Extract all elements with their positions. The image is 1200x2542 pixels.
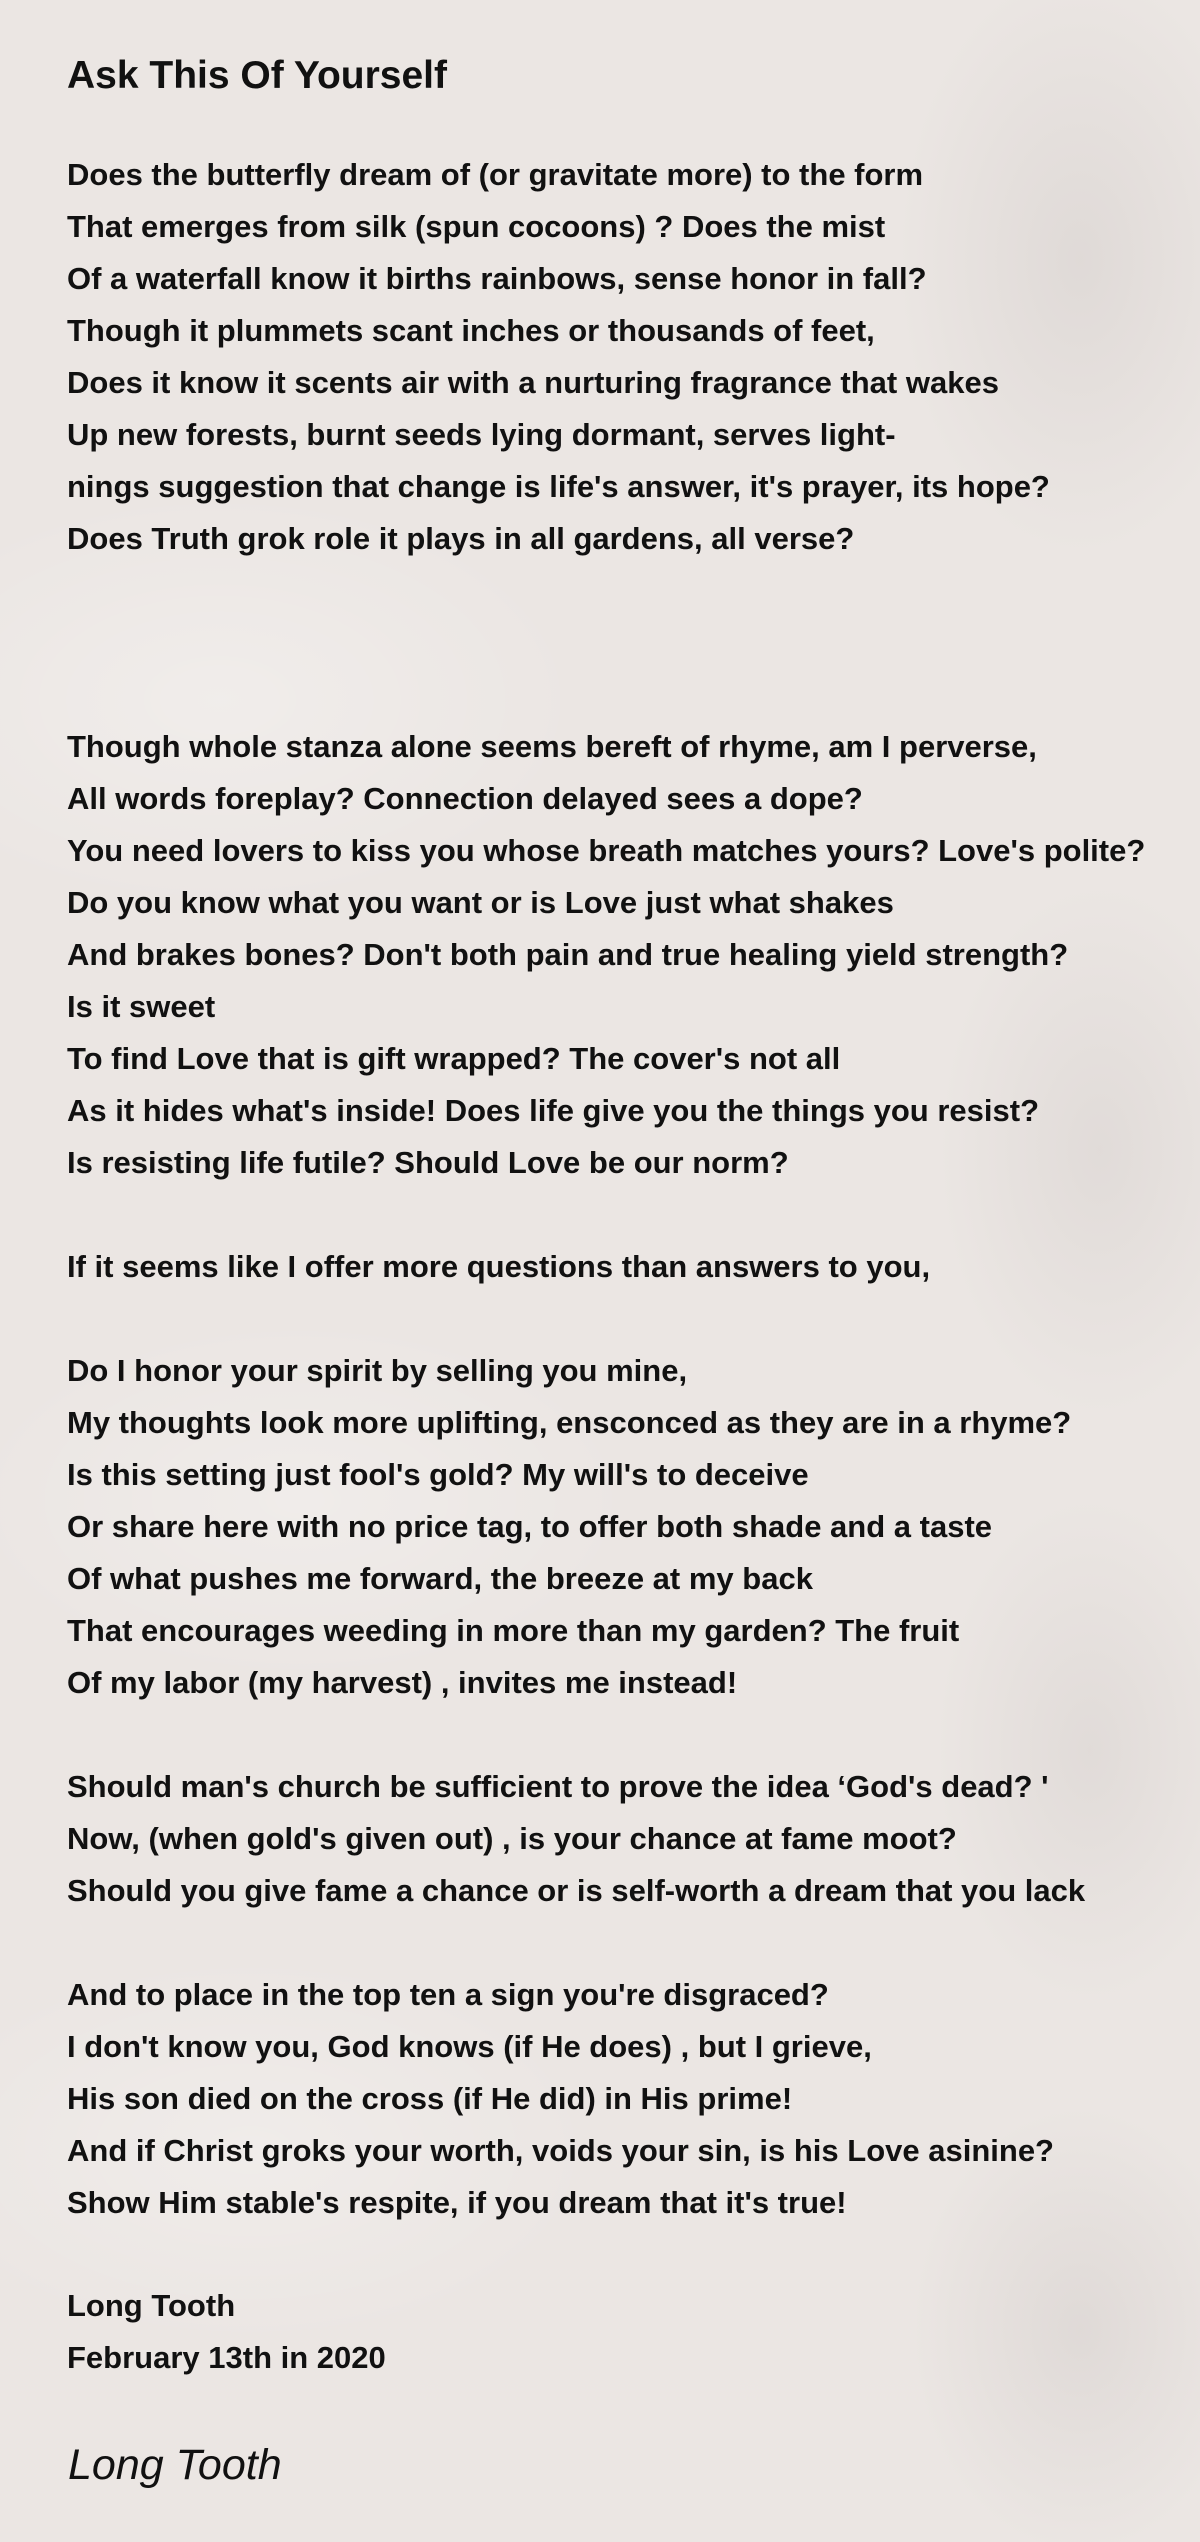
- poem-line: And if Christ groks your worth, voids your sin, is his Love asinine?: [67, 2133, 1054, 2168]
- poem-title: Ask This Of Yourself: [67, 54, 447, 97]
- poem-line: My thoughts look more uplifting, ensconced as they are in a rhyme?: [67, 1405, 1072, 1440]
- poem-line: Though whole stanza alone seems bereft of rhyme, am I perverse,: [67, 729, 1037, 764]
- poem-line: Do I honor your spirit by selling you mine,: [67, 1353, 688, 1388]
- empty-stanza: [67, 617, 1192, 669]
- stanza-gap: [67, 1917, 1192, 1969]
- poem-line: Do you know what you want or is Love just what shakes: [67, 885, 894, 920]
- poem-line: Or share here with no price tag, to offer both shade and a taste: [67, 1509, 993, 1544]
- poem-line: Does Truth grok role it plays in all gardens, all verse?: [67, 521, 855, 556]
- poem-line: Of a waterfall know it births rainbows, sense honor in fall?: [67, 261, 927, 296]
- poem-stanza: [67, 1345, 1192, 1709]
- stanza-gap: [67, 1189, 1192, 1241]
- poem-body: [67, 149, 1192, 2229]
- poem-date: February 13th in 2020: [67, 2340, 386, 2375]
- poem-line: His son died on the cross (if He did) in His prime!: [67, 2081, 793, 2116]
- poem-meta: [67, 2280, 386, 2384]
- poem-stanza: [67, 1241, 1192, 1293]
- poem-line: Is it sweet: [67, 989, 216, 1024]
- poem-line: As it hides what's inside! Does life give you the things you resist?: [67, 1093, 1040, 1128]
- poem-stanza: [67, 1969, 1192, 2229]
- poem-line: Is resisting life futile? Should Love be our norm?: [67, 1145, 789, 1180]
- stanza-gap: [67, 565, 1192, 617]
- poem-line: You need lovers to kiss you whose breath matches yours? Love's polite?: [67, 833, 1146, 868]
- stanza-gap: [67, 1709, 1192, 1761]
- poem-line: Is this setting just fool's gold? My will's to deceive: [67, 1457, 809, 1492]
- poem-author: Long Tooth: [67, 2288, 236, 2323]
- poem-line: Of my labor (my harvest) , invites me instead!: [67, 1665, 738, 1700]
- poem-stanza: [67, 721, 1192, 1189]
- poem-line: Now, (when gold's given out) , is your chance at fame moot?: [67, 1821, 957, 1856]
- author-signature: Long Tooth: [68, 2441, 282, 2489]
- poem-line: Should man's church be sufficient to prove the idea ‘God's dead? ': [67, 1769, 1049, 1804]
- poem-line: And brakes bones? Don't both pain and true healing yield strength?: [67, 937, 1069, 972]
- poem-line: Does the butterfly dream of (or gravitate more) to the form: [67, 157, 924, 192]
- poem-line: Does it know it scents air with a nurturing fragrance that wakes: [67, 365, 999, 400]
- poem-line: All words foreplay? Connection delayed sees a dope?: [67, 781, 863, 816]
- poem-line: If it seems like I offer more questions than answers to you,: [67, 1249, 931, 1284]
- stanza-gap: [67, 669, 1192, 721]
- poem-line: I don't know you, God knows (if He does) , but I grieve,: [67, 2029, 872, 2064]
- poem-line: Should you give fame a chance or is self-worth a dream that you lack: [67, 1873, 1086, 1908]
- poem-stanza: [67, 149, 1192, 565]
- poem-line: Up new forests, burnt seeds lying dormant, serves light-: [67, 417, 896, 452]
- poem-line: nings suggestion that change is life's answer, it's prayer, its hope?: [67, 469, 1050, 504]
- poem-line: That emerges from silk (spun cocoons) ? Does the mist: [67, 209, 886, 244]
- poem-stanza: [67, 1761, 1192, 1917]
- poem-line: Of what pushes me forward, the breeze at my back: [67, 1561, 813, 1596]
- stanza-gap: [67, 1293, 1192, 1345]
- poem-line: That encourages weeding in more than my garden? The fruit: [67, 1613, 960, 1648]
- poem-line: And to place in the top ten a sign you're disgraced?: [67, 1977, 829, 2012]
- poem-line: Though it plummets scant inches or thousands of feet,: [67, 313, 875, 348]
- poem-line: Show Him stable's respite, if you dream that it's true!: [67, 2185, 847, 2220]
- poem-line: To find Love that is gift wrapped? The cover's not all: [67, 1041, 841, 1076]
- poem-stanza: [67, 617, 1192, 669]
